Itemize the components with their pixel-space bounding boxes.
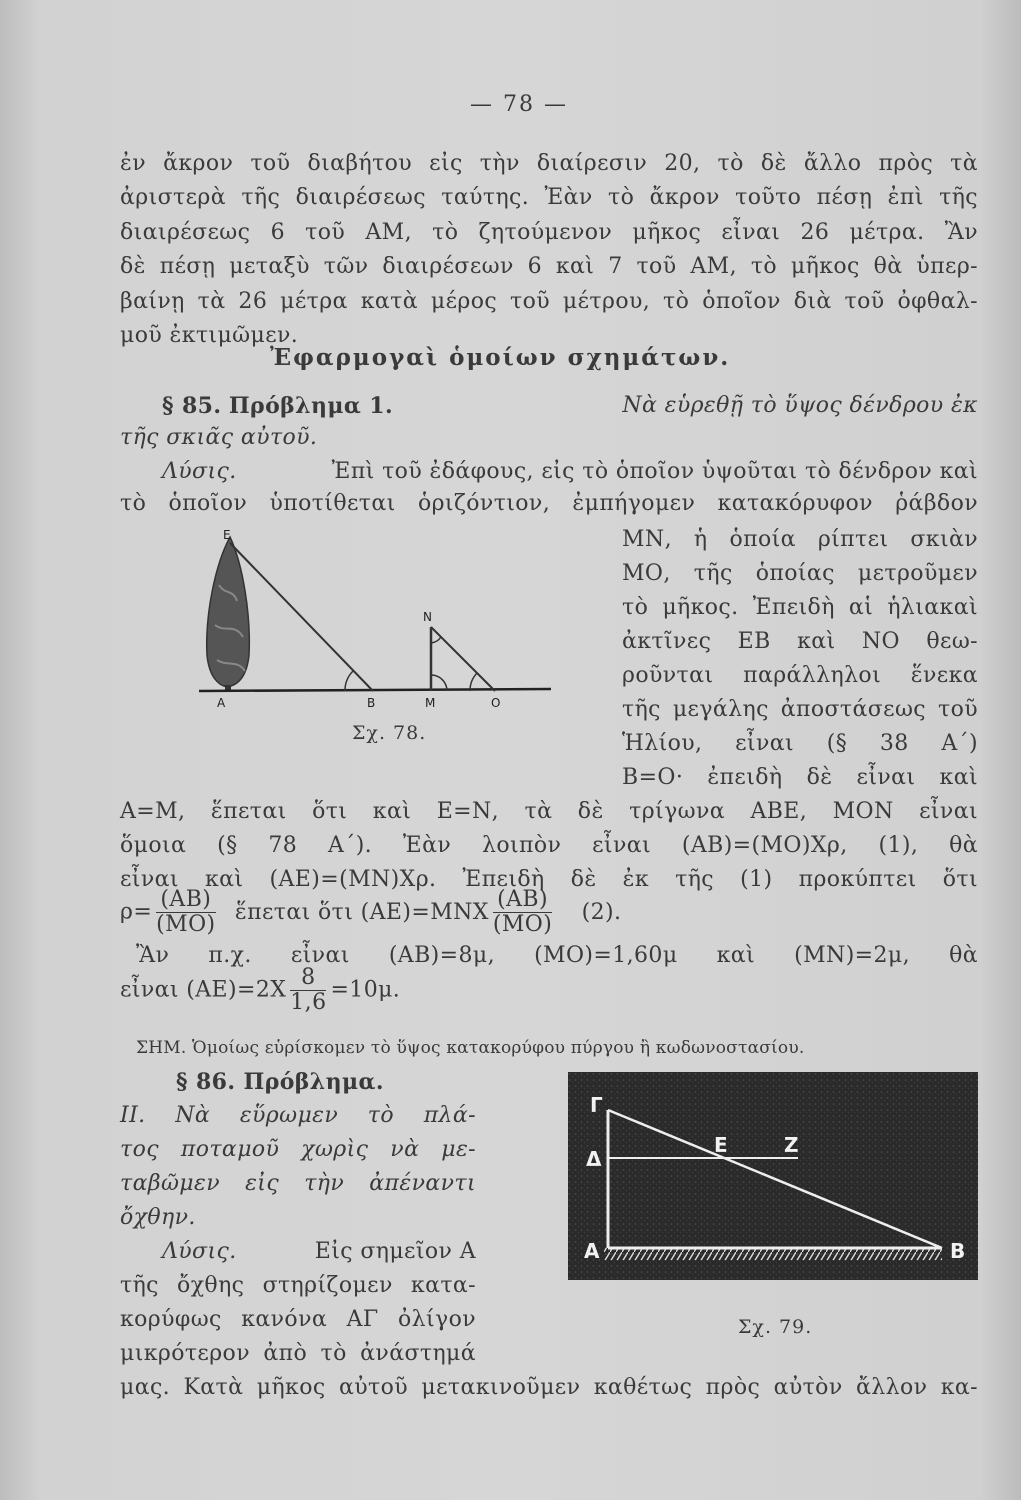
problem2-line: κορύφως κανόνα ΑΓ ὀλίγον — [120, 1307, 476, 1332]
result-pre: εἶναι (ΑΕ)=2Χ — [120, 977, 287, 1003]
solution-text: Ἐπὶ τοῦ ἐδάφους, εἰς τὸ ὁποῖον ὑψοῦται τὸ δένδρον καὶ — [331, 459, 978, 484]
label-Z: Ζ — [784, 1133, 799, 1157]
figure-78-caption: Σχ. 78. — [352, 722, 427, 744]
fraction-8-1-6: $\frac{8}{1,6}$ — [290, 965, 327, 1015]
intro-line: διαιρέσεως 6 τοῦ ΑΜ, τὸ ζητούμενον μῆκος εἶναι 26 μέτρα. Ἂν — [120, 220, 978, 245]
solution-label: Λύσις. — [162, 1239, 237, 1264]
formula-lhs: ρ= — [120, 899, 153, 925]
problem2-line: μας. Κατὰ μῆκος αὐτοῦ μετακινοῦμεν καθέτως πρὸς αὐτὸν ἄλλον κα- — [120, 1375, 978, 1400]
label-N: Ν — [423, 610, 432, 624]
problem1-solution-line — [162, 458, 978, 486]
solution-label: Λύσις. — [162, 459, 237, 484]
ray-EB — [230, 543, 373, 691]
problem1-line: τὸ ὁποῖον ὑποτίθεται ὁριζόντιον, ἐμπήγομεν κατακόρυφον ῥάβδον — [120, 491, 978, 516]
label-E: Ε — [223, 528, 231, 542]
label-E: Ε — [714, 1133, 728, 1157]
figure-79-diagram — [568, 1072, 978, 1280]
label-G: Γ — [590, 1093, 603, 1117]
formula-tag: (2). — [581, 899, 622, 925]
page-number: — 78 — — [470, 92, 568, 117]
result-post: =10μ. — [330, 977, 401, 1003]
label-A: Α — [217, 696, 226, 710]
right-col-line: τὸ μῆκος. Ἐπειδὴ αἱ ἡλιακαὶ — [622, 595, 978, 620]
label-A: Α — [584, 1239, 600, 1263]
intro-line: δὲ πέσῃ μεταξὺ τῶν διαιρέσεων 6 καὶ 7 τοῦ ΑΜ, τὸ μῆκος θὰ ὑπερ- — [120, 254, 978, 279]
label-D: Δ — [586, 1147, 602, 1171]
intro-line: βαίνῃ τὰ 26 μέτρα κατὰ μέρος τοῦ μέτρου, τὸ ὁποῖον διὰ τοῦ ὀφθαλ- — [120, 289, 978, 314]
formula-mid: ἕπεται ὅτι (ΑΕ)=ΜΝΧ — [234, 899, 489, 925]
label-B: Β — [950, 1239, 966, 1263]
problem2-label: Πρόβλημα. — [243, 1069, 384, 1095]
problem2-title-line: τος ποταμοῦ χωρὶς νὰ με- — [120, 1137, 476, 1162]
riverbank-hatching — [604, 1248, 942, 1260]
problem1-title-cont: τῆς σκιᾶς αὐτοῦ. — [120, 425, 318, 450]
problem2-line: τῆς ὄχθης στηρίζομεν κατα- — [120, 1273, 476, 1298]
label-O: Ο — [491, 696, 501, 710]
problem1-line: εἶναι καὶ (ΑΕ)=(ΜΝ)Χρ. Ἐπειδὴ δὲ ἐκ τῆς (1) προκύπτει ὅτι — [120, 867, 978, 892]
right-col-line: τῆς μεγάλης ἀποστάσεως τοῦ — [622, 697, 978, 722]
solution-text: Εἰς σημεῖον Α — [314, 1239, 476, 1264]
problem2-heading — [176, 1068, 384, 1096]
problem2-solution-line — [162, 1238, 476, 1266]
note-line: ΣΗΜ. Ὁμοίως εὑρίσκομεν τὸ ὕψος κατακορύφου πύργου ἢ κωδωνοστασίου. — [136, 1038, 805, 1058]
label-B: Β — [367, 696, 376, 710]
fraction-AB-MO: $\frac{(AB)}{(MO)}$ — [156, 887, 216, 937]
section-heading: Ἐφαρμογαὶ ὁμοίων σχημάτων. — [270, 344, 731, 371]
tree-illustration — [207, 537, 250, 691]
problem2-number: § 86. — [176, 1069, 236, 1095]
right-col-line: ἀκτῖνες ΕΒ καὶ ΝΟ θεω- — [622, 629, 978, 654]
problem1-label: Πρόβλημα 1. — [228, 393, 394, 419]
right-col-line: ΜΟ, τῆς ὁποίας μετροῦμεν — [622, 561, 978, 586]
right-col-line: ροῦνται παράλληλοι ἕνεκα — [622, 663, 978, 688]
figure-79-caption: Σχ. 79. — [738, 1316, 813, 1338]
problem1-line: Α=Μ, ἕπεται ὅτι καὶ Ε=Ν, τὰ δὲ τρίγωνα ΑΒΕ, ΜΟΝ εἶναι — [120, 799, 978, 824]
example-line: Ἂν π.χ. εἶναι (ΑΒ)=8μ, (ΜΟ)=1,60μ καὶ (ΜΝ)=2μ, θὰ — [136, 943, 978, 968]
problem2-title-line: ΙΙ. Νὰ εὕρωμεν τὸ πλά- — [120, 1103, 476, 1128]
right-col-line: Ἡλίου, εἶναι (§ 38 Α΄) — [622, 731, 978, 756]
fraction-AB-MO-2: $\frac{(AB)}{(MO)}$ — [492, 887, 553, 937]
result-formula — [120, 966, 400, 1015]
problem1-line: ὅμοια (§ 78 Α΄). Ἐὰν λοιπὸν εἶναι (ΑΒ)=(ΜΟ)Χρ, (1), θὰ — [120, 833, 978, 858]
right-col-line: ΜΝ, ἡ ὁποία ρίπτει σκιὰν — [622, 527, 978, 552]
problem1-number: § 85. — [162, 393, 222, 419]
problem1-title-line — [162, 392, 978, 421]
ray-NO — [431, 627, 495, 691]
ground-line — [199, 689, 551, 691]
label-M: Μ — [425, 696, 436, 710]
right-col-line: Β=Ο· ἐπειδὴ δὲ εἶναι καὶ — [622, 765, 978, 790]
intro-line: μοῦ ἐκτιμῶμεν. — [120, 323, 299, 348]
intro-line: ἐν ἄκρον τοῦ διαβήτου εἰς τὴν διαίρεσιν 20, τὸ δὲ ἄλλο πρὸς τὰ — [120, 151, 978, 176]
problem2-line: μικρότερον ἀπὸ τὸ ἀνάστημά — [120, 1341, 476, 1366]
intro-line: ἀριστερὰ τῆς διαιρέσεως ταύτης. Ἐὰν τὸ ἄκρον τοῦτο πέσῃ ἐπὶ τῆς — [120, 185, 978, 210]
figure-78-diagram — [195, 525, 555, 725]
problem2-title-line: ὄχθην. — [120, 1205, 196, 1230]
formula-2 — [120, 888, 621, 937]
problem2-title-line: ταβῶμεν εἰς τὴν ἀπέναντι — [120, 1171, 476, 1196]
problem1-title: Νὰ εὑρεθῇ τὸ ὕψος δένδρου ἐκ — [622, 393, 978, 418]
